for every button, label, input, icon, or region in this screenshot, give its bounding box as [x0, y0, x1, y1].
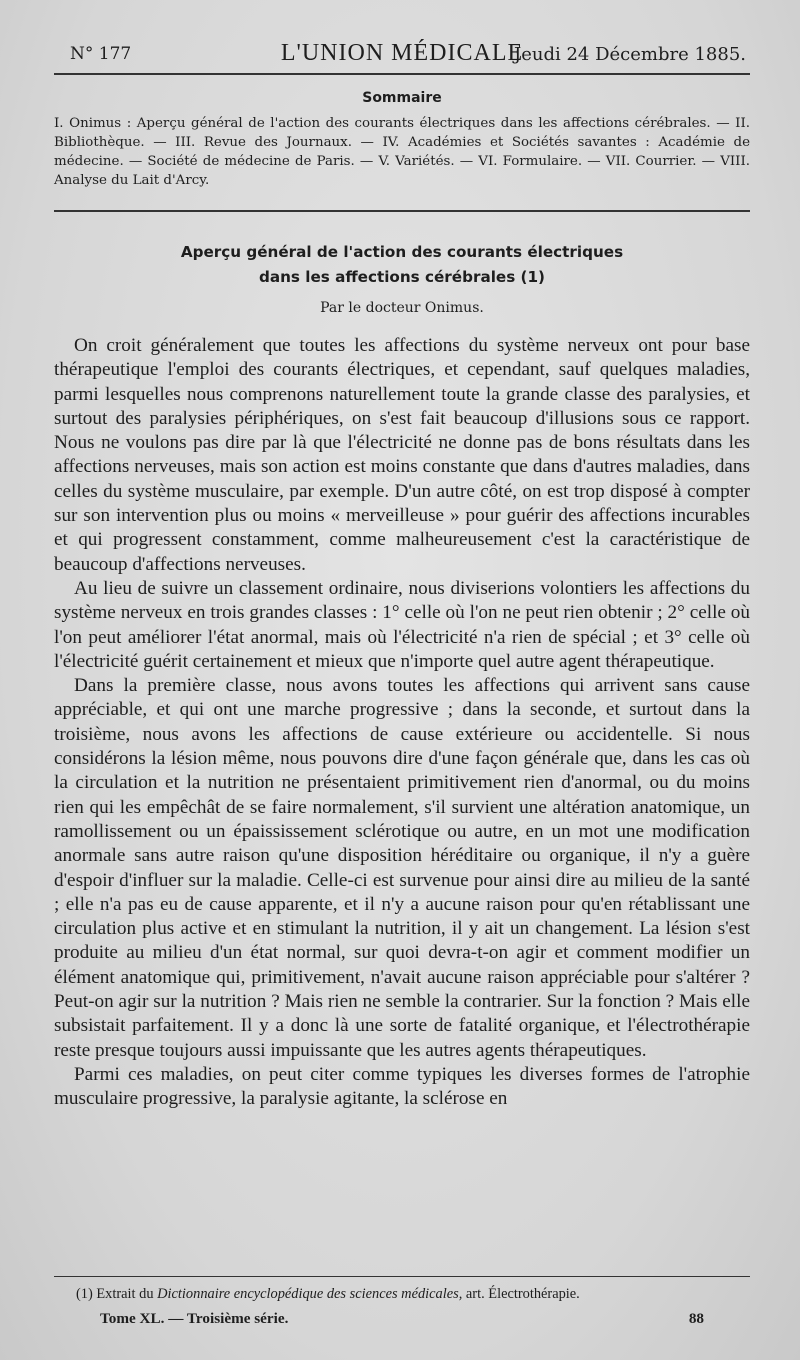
footnote-text-after: art. Électrothérapie. — [465, 1286, 580, 1302]
masthead — [54, 40, 750, 76]
paragraph-3: Dans la première classe, nous avons toutes les affections qui arrivent sans cause appréciable, et qui ont une marche progressive ; dans la seconde, et surtout dans la troisième, nous avons les affections de cause extérieure ou accidentelle. Si nous considérons la lésion même, nous pouvons dire d'une façon générale que, dans les cas où la circulation et la nutrition ne présentaient primitivement rien d'anormal, ou du moins rien qui les empêchât de se faire normalement, s'il survient une altération anatomique, un ramollissement ou un épaississement sclérotique ou autre, en un mot une modification anormale sans autre raison qu'une disposition héréditaire ou organique, il n'y a guère d'espoir d'influer sur la maladie. Celle-ci est survenue pour ainsi dire au milieu de la santé ; elle n'a pas eu de cause apparente, et il n'y a aucune raison pour qu'en rétablissant une circulation plus active et en stimulant la nutrition, il y ait un changement. La lésion s'est produite au milieu d'un état normal, sur quoi devra-t-on agir et comment modifier un élément anatomique qui, primitivement, n'avait aucune raison appréciable pour s'altérer ? Peut-on agir sur la nutrition ? Mais rien ne semble la contrarier. Sur la fonction ? Mais elle subsistait parfaitement. Il y a donc là une sorte de fatalité organique, et l'électrothérapie reste presque toujours aussi impuissante que les autres agents thérapeutiques. — [54, 675, 750, 1061]
page-number: 88 — [688, 1310, 704, 1327]
footnote-rule — [54, 1276, 750, 1277]
summary-title: Sommaire — [362, 90, 442, 106]
paragraph-4: Parmi ces maladies, on peut citer comme typiques les diverses formes de l'atrophie musculaire progressive, la paralysie agitante, la sclérose en — [54, 1063, 750, 1110]
article-title — [54, 240, 750, 290]
header-rule — [54, 73, 750, 75]
footnote-text-before: Extrait du — [96, 1286, 154, 1302]
article-body — [54, 334, 750, 1112]
summary-rule — [54, 210, 750, 212]
summary-text: I. Onimus : Aperçu général de l'action des courants électriques dans les affections cérébrales. — II. Bibliothèque. — III. Revue des Journaux. — IV. Académies et Sociétés savantes : Académie de médecine. — Société de médecine de Paris. — V. Variétés. — VI. Formulaire. — VII. Courrier. — VIII. Analyse du Lait d'Arcy. — [54, 116, 750, 188]
issue-number: N° 177 — [70, 44, 132, 64]
footnote — [54, 1286, 750, 1303]
footnote-marker: (1) — [76, 1286, 93, 1302]
paragraph-1: On croit généralement que toutes les affections du système nerveux ont pour base thérapeutique l'emploi des courants électriques, et cependant, sauf quelques maladies, parmi lesquelles nous comprenons naturellement toute la grande classe des paralysies, et surtout des paralysies périphériques, on s'est fait beaucoup d'illusions sous ce rapport. Nous ne voulons pas dire par là que l'électricité ne donne pas de bons résultats dans les affections nerveuses, mais son action est moins constante que dans d'autres maladies, dans celles du système musculaire, par exemple. D'un autre côté, on est trop disposé à compter sur son intervention plus ou moins « merveilleuse » pour guérir des affections incurables et qui progressent constamment, comme malheureusement c'est la caractéristique de beaucoup d'affections nerveuses. — [54, 335, 750, 575]
journal-title: L'UNION MÉDICALE — [280, 40, 524, 66]
footnote-source-title: Dictionnaire encyclopédique des sciences médicales, — [157, 1286, 463, 1302]
summary-section — [54, 90, 750, 190]
issue-date: Jeudi 24 Décembre 1885. — [513, 44, 746, 65]
volume-info: Tome XL. — Troisième série. — [100, 1310, 289, 1327]
paragraph-2: Au lieu de suivre un classement ordinaire, nous diviserions volontiers les affections du système nerveux en trois grandes classes : 1° celle où l'on ne peut rien obtenir ; 2° celle où l'on peut améliorer l'état anormal, mais où l'électricité n'a rien de spécial ; et 3° celle où l'électricité guérit certainement et mieux que n'importe quel autre agent thérapeutique. — [54, 577, 750, 672]
article-byline: Par le docteur Onimus. — [320, 300, 484, 316]
article-title-line-2: dans les affections cérébrales (1) — [259, 268, 545, 286]
article-title-line-1: Aperçu général de l'action des courants électriques — [180, 243, 624, 261]
